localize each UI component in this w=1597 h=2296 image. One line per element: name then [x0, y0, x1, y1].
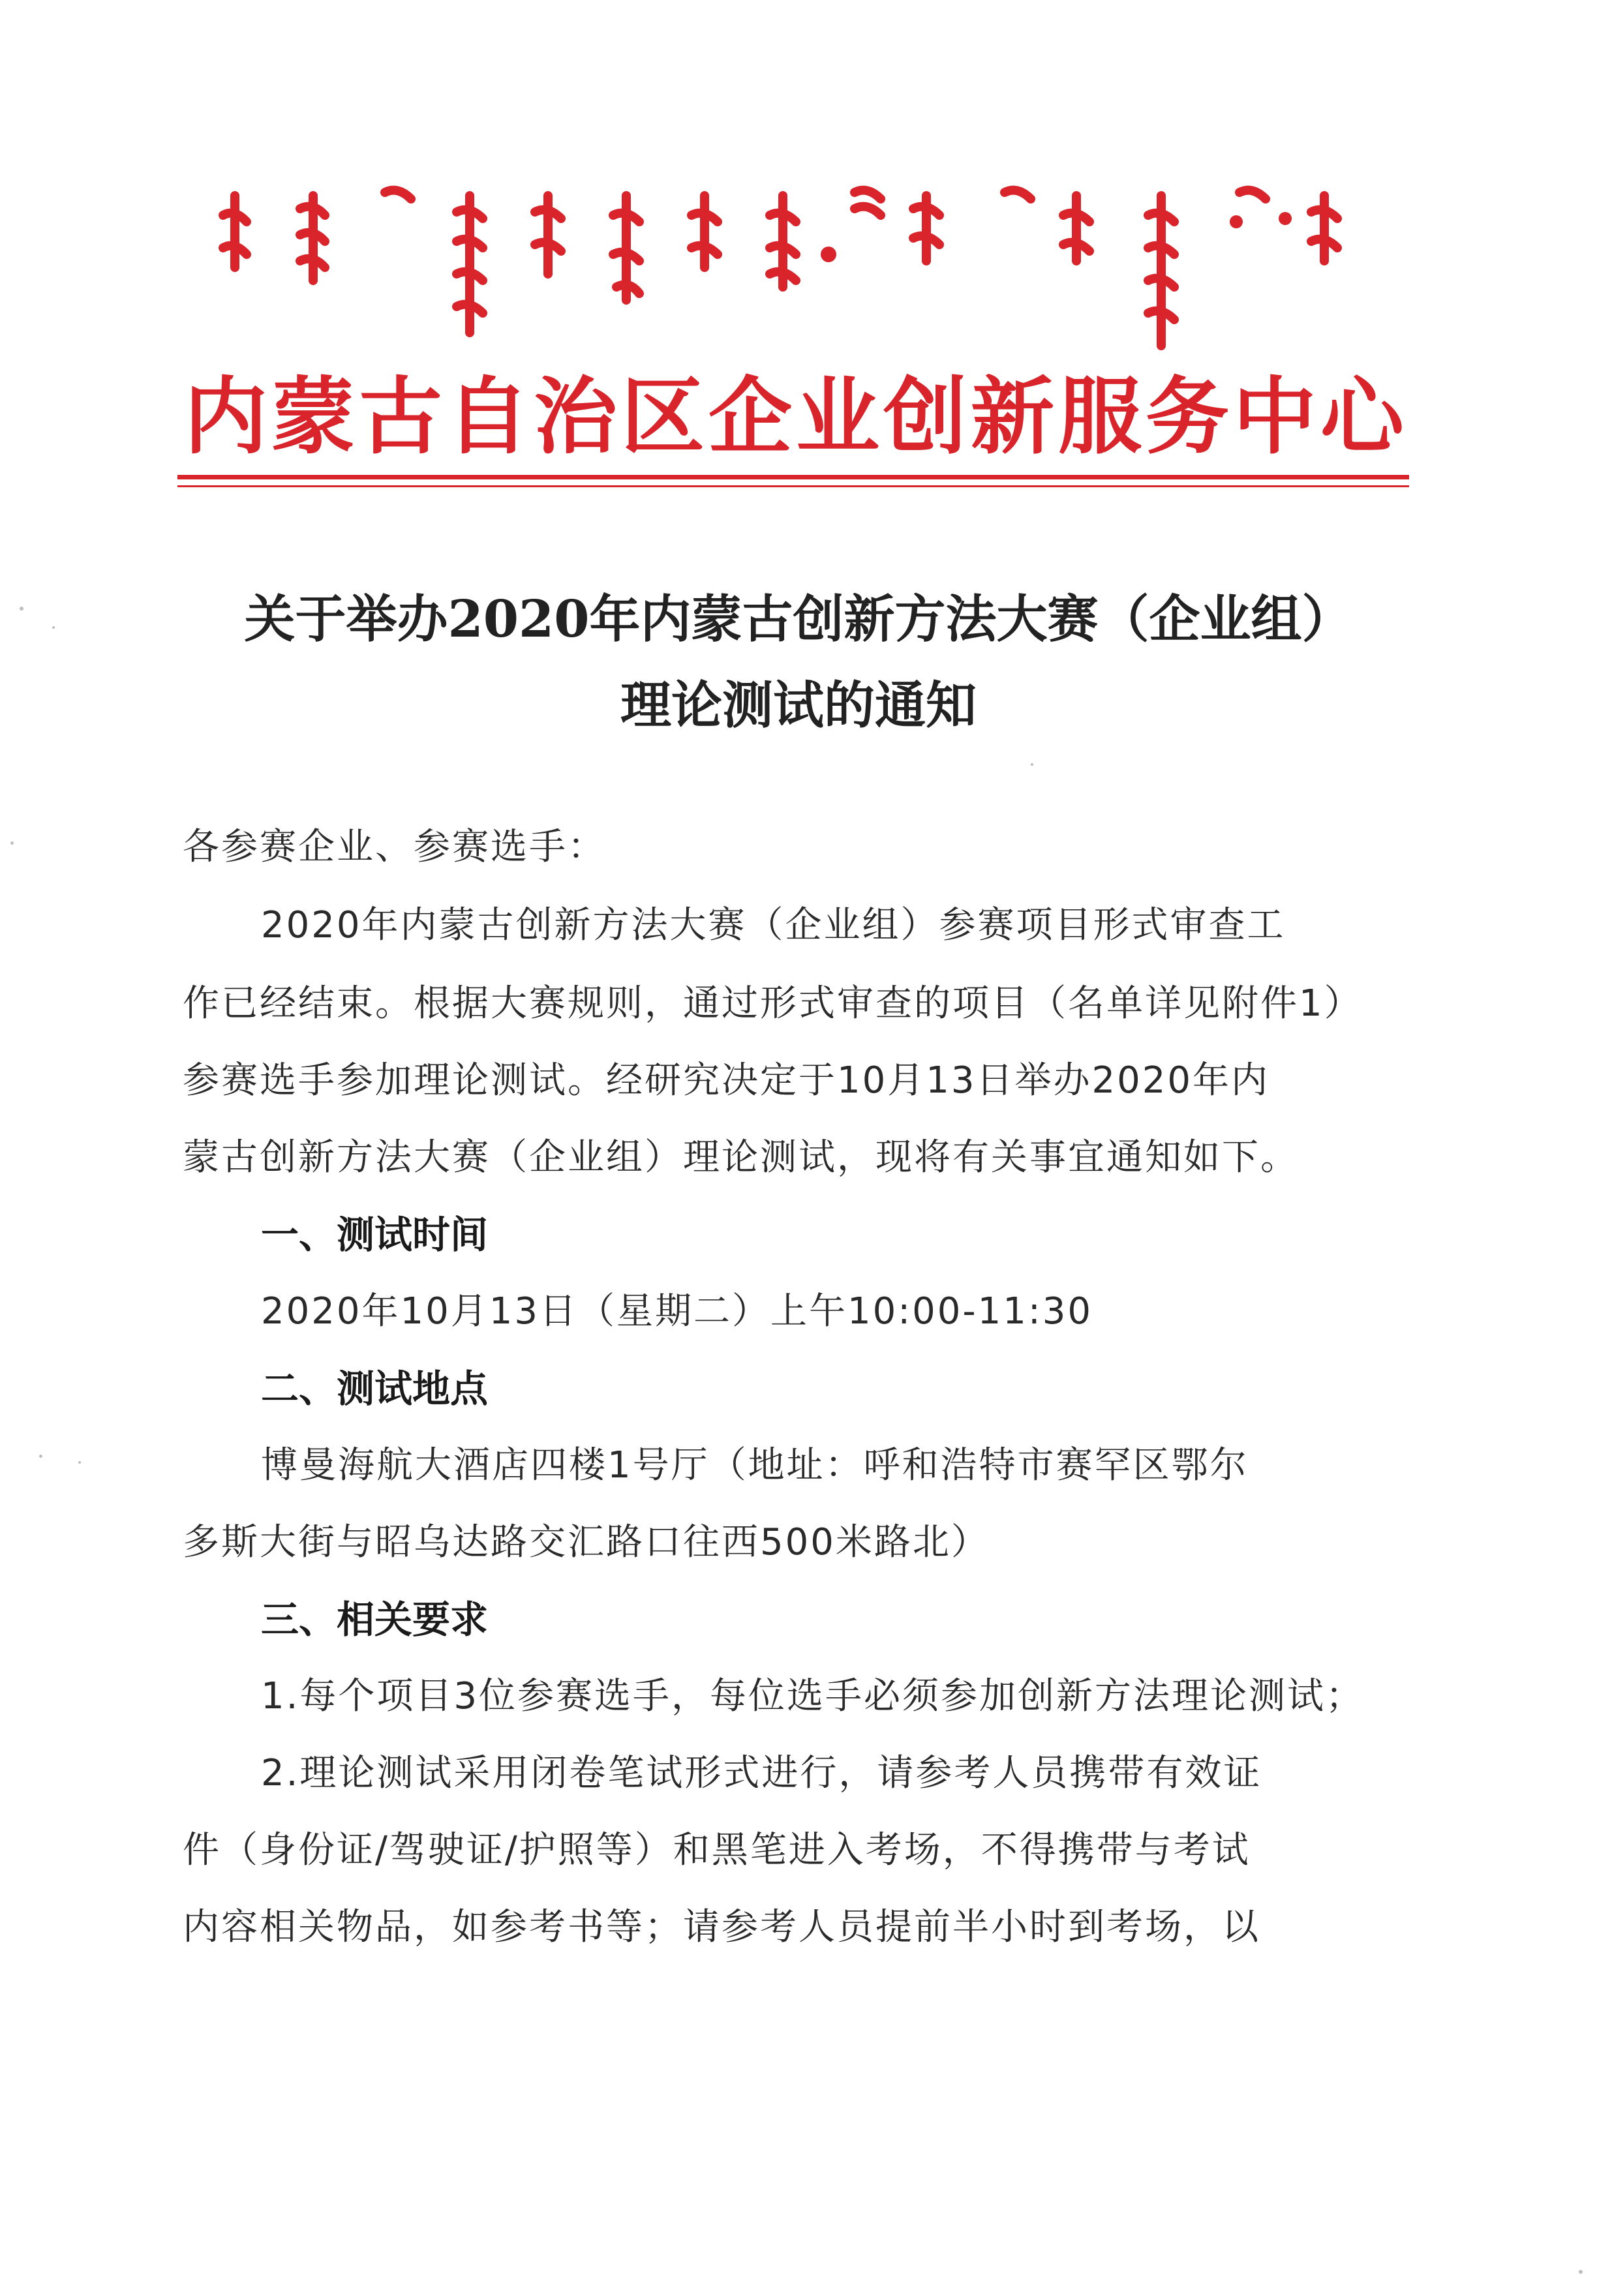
- location-line: 多斯大街与昭乌达路交汇路口往西500米路北）: [183, 1521, 990, 1563]
- scan-speck: [39, 1455, 42, 1458]
- salutation: 各参赛企业、参赛选手：: [183, 826, 606, 868]
- document-title-line-2: 理论测试的通知: [620, 676, 977, 735]
- scan-speck: [10, 841, 14, 845]
- test-time: 2020年10月13日（星期二）上午10:00-11:30: [261, 1290, 1093, 1333]
- mongolian-script-logo: [209, 183, 1390, 352]
- scan-speck: [20, 607, 23, 611]
- requirement-line: 2.理论测试采用闭卷笔试形式进行，请参考人员携带有效证: [261, 1752, 1262, 1794]
- section-heading-location: 二、测试地点: [261, 1367, 489, 1411]
- section-heading-time: 一、测试时间: [261, 1213, 489, 1257]
- document-title-line-1: 关于举办2020年内蒙古创新方法大赛（企业组）: [244, 590, 1353, 649]
- paragraph-line: 蒙古创新方法大赛（企业组）理论测试，现将有关事宜通知如下。: [183, 1136, 1299, 1179]
- paragraph-line: 参赛选手参加理论测试。经研究决定于10月13日举办2020年内: [183, 1059, 1270, 1102]
- requirement-line: 1.每个项目3位参赛选手，每位选手必须参加创新方法理论测试；: [261, 1675, 1365, 1717]
- requirement-line: 内容相关物品，如参考书等；请参考人员提前半小时到考场，以: [183, 1906, 1260, 1948]
- scan-speck: [1579, 2270, 1583, 2274]
- header-divider-thin: [177, 485, 1409, 487]
- scan-speck: [52, 626, 55, 629]
- paragraph-line: 作已经结束。根据大赛规则，通过形式审查的项目（名单详见附件1）: [183, 982, 1363, 1025]
- paragraph-line: 2020年内蒙古创新方法大赛（企业组）参赛项目形式审查工: [261, 904, 1286, 946]
- organization-name: 内蒙古自治区企业创新服务中心: [183, 369, 1408, 466]
- location-line: 博曼海航大酒店四楼1号厅（地址：呼和浩特市赛罕区鄂尔: [261, 1444, 1249, 1487]
- requirement-line: 件（身份证/驾驶证/护照等）和黑笔进入考场，不得携带与考试: [183, 1829, 1251, 1871]
- scan-speck: [1031, 763, 1033, 766]
- header-divider-thick: [177, 475, 1409, 479]
- mongolian-script-header: [209, 183, 1390, 352]
- scan-speck: [78, 1461, 81, 1464]
- section-heading-requirements: 三、相关要求: [261, 1597, 489, 1642]
